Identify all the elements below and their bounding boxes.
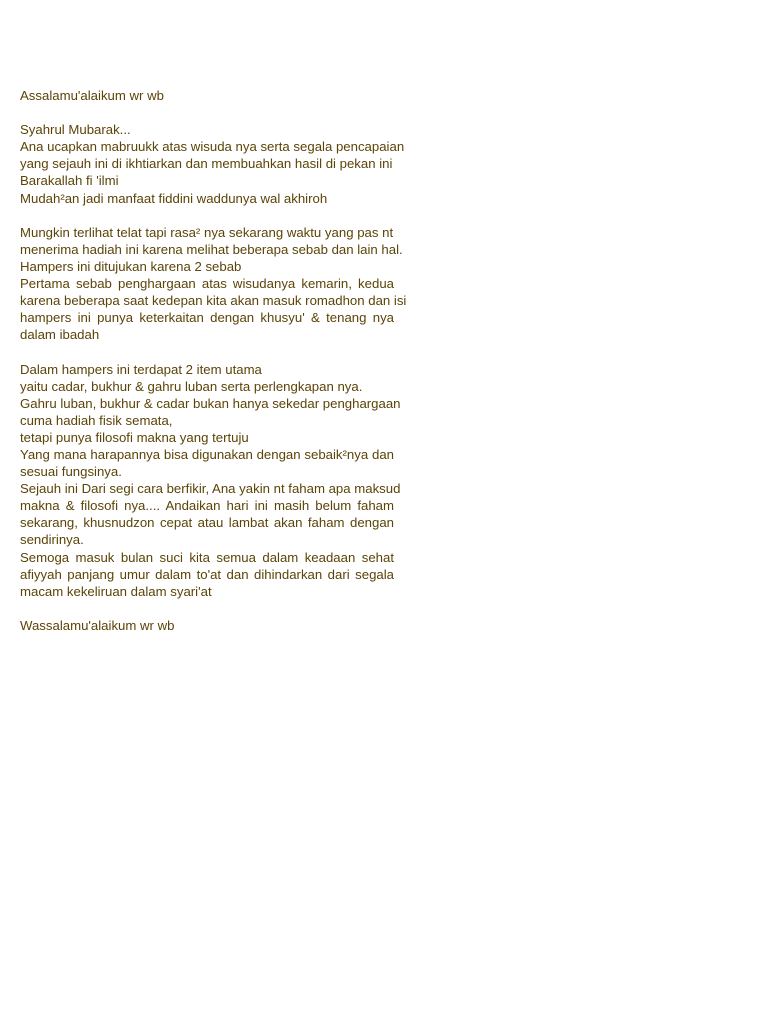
text-line: Mudah²an jadi manfaat fiddini waddunya wal akhiroh (20, 190, 328, 206)
paragraph-spacer (20, 600, 394, 617)
paragraph-spacer (20, 343, 394, 360)
text-line: yang sejauh ini di ikhtiarkan dan membuahkan hasil di pekan ini (20, 156, 393, 172)
text-line: macam kekeliruan dalam syari'at (20, 583, 212, 599)
text-line: Hampers ini ditujukan karena 2 sebab (20, 258, 242, 274)
text-line: Yang mana harapannya bisa digunakan dengan sebaik²nya dan (20, 446, 394, 462)
text-line: karena beberapa saat kedepan kita akan masuk romadhon dan isi (20, 293, 407, 309)
paragraph-spacer (20, 104, 394, 121)
text-line: afiyyah panjang umur dalam to'at dan dihindarkan dari segala (20, 566, 394, 582)
text-line: Ana ucapkan mabruukk atas wisuda nya serta segala pencapaian (20, 139, 405, 155)
text-line: Syahrul Mubarak... (20, 122, 131, 138)
text-line: sendirinya. (20, 532, 84, 548)
text-line: sesuai fungsinya. (20, 464, 122, 480)
paragraph-hampers-contents (20, 361, 401, 600)
text-line: sekarang, khusnudzon cepat atau lambat akan faham dengan (20, 515, 394, 531)
text-line: makna & filosofi nya.... Andaikan hari ini masih belum faham (20, 498, 394, 514)
greeting-line: Assalamu'alaikum wr wb (20, 88, 164, 103)
text-line: Sejauh ini Dari segi cara berfikir, Ana yakin nt faham apa maksud (20, 481, 401, 497)
text-line: Dalam hampers ini terdapat 2 item utama (20, 361, 262, 377)
text-line: menerima hadiah ini karena melihat beberapa sebab dan lain hal. (20, 241, 403, 257)
greeting (20, 87, 394, 104)
text-line: cuma hadiah fisik semata, (20, 412, 173, 428)
text-line: Pertama sebab penghargaan atas wisudanya kemarin, kedua (20, 276, 394, 292)
text-line: hampers ini punya keterkaitan dengan khusyu' & tenang nya (20, 310, 394, 326)
closing-line: Wassalamu'alaikum wr wb (20, 617, 175, 633)
text-line: Semoga masuk bulan suci kita semua dalam keadaan sehat (20, 549, 394, 565)
letter-body (20, 87, 407, 634)
paragraph-reasons (20, 224, 407, 344)
text-line: dalam ibadah (20, 327, 100, 343)
text-line: yaitu cadar, bukhur & gahru luban serta perlengkapan nya. (20, 378, 363, 394)
text-line: Mungkin terlihat telat tapi rasa² nya sekarang waktu yang pas nt (20, 224, 394, 240)
text-line: Barakallah fi 'ilmi (20, 173, 119, 189)
paragraph-congratulations (20, 121, 405, 206)
text-line: tetapi punya filosofi makna yang tertuju (20, 429, 249, 445)
text-line: Gahru luban, bukhur & cadar bukan hanya sekedar penghargaan (20, 395, 401, 411)
paragraph-spacer (20, 207, 394, 224)
closing (20, 617, 394, 634)
